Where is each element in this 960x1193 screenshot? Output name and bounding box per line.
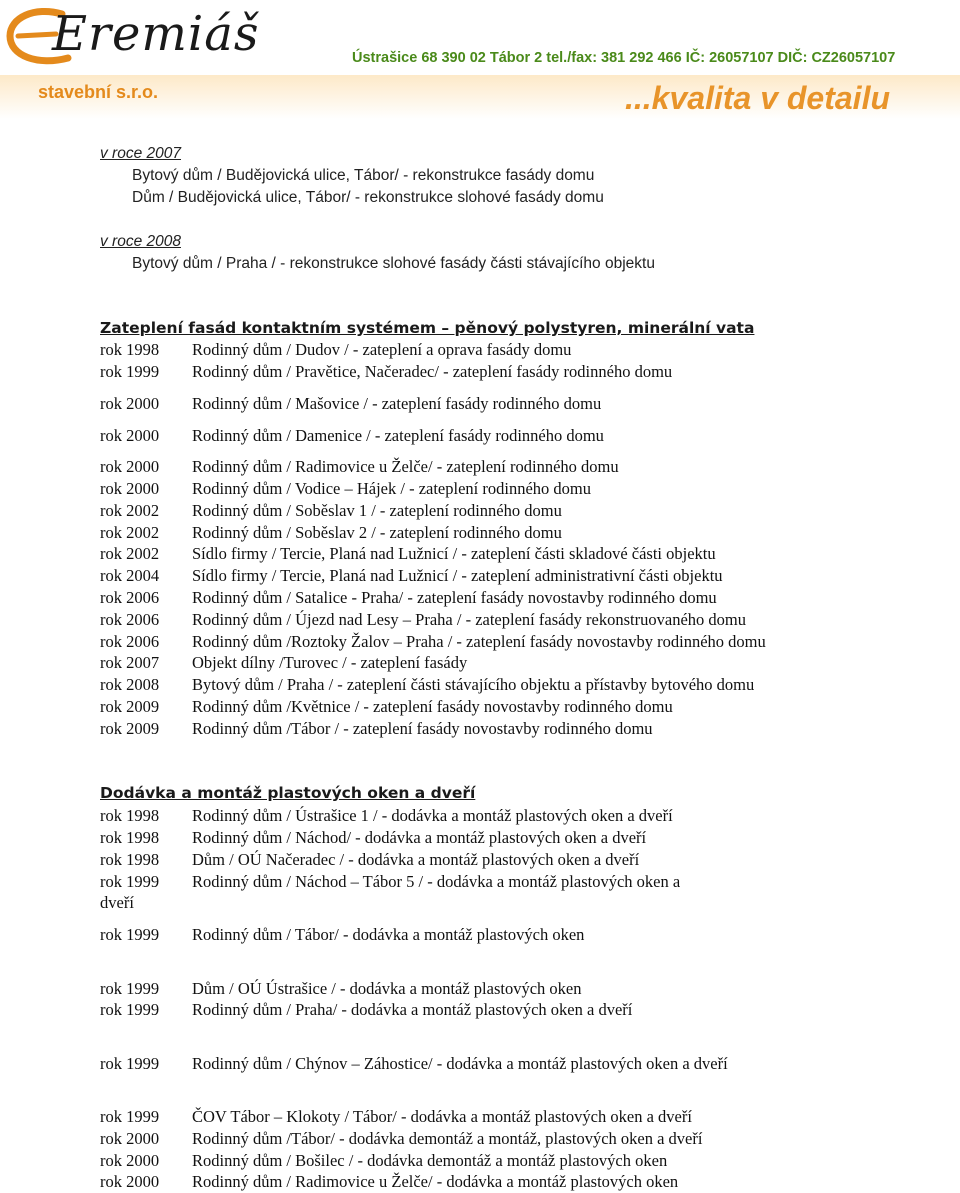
project-line: Bytový dům / Budějovická ulice, Tábor/ - rekonstrukce fasády domu — [132, 167, 595, 184]
row-year: rok 1998 — [100, 340, 160, 359]
list-item — [100, 1151, 667, 1171]
year-heading-2007: v roce 2007 — [100, 145, 181, 162]
row-year: rok 2009 — [100, 719, 160, 738]
list-item — [100, 394, 601, 414]
contact-line: Ústrašice 68 390 02 Tábor 2 tel./fax: 381 292 466 IČ: 26057107 DIČ: CZ26057107 — [352, 50, 896, 66]
row-text: Rodinný dům / Chýnov – Záhostice/ - dodávka a montáž plastových oken a dveří — [192, 1054, 728, 1073]
row-year: rok 1999 — [100, 1107, 160, 1126]
row-year: rok 2000 — [100, 426, 160, 445]
list-item — [100, 850, 639, 870]
year-heading-2008: v roce 2008 — [100, 233, 181, 250]
row-year: rok 2000 — [100, 479, 160, 498]
list-item — [100, 457, 619, 477]
list-item — [100, 925, 584, 945]
list-item — [100, 1054, 728, 1074]
row-year: rok 2009 — [100, 697, 160, 716]
row-text: Rodinný dům / Náchod/ - dodávka a montáž plastových oken a dveří — [192, 828, 647, 847]
list-item — [100, 501, 562, 521]
list-item — [100, 979, 581, 999]
row-text: Rodinný dům / Náchod – Tábor 5 / - dodávka a montáž plastových oken a — [192, 872, 681, 891]
row-year: rok 2006 — [100, 610, 160, 629]
row-text: Rodinný dům / Satalice - Praha/ - zateplení fasády novostavby rodinného domu — [192, 588, 717, 607]
row-text: Rodinný dům /Roztoky Žalov – Praha / - zateplení fasády novostavby rodinného domu — [192, 632, 766, 651]
list-item — [100, 632, 766, 652]
row-text: Rodinný dům / Vodice – Hájek / - zateplení rodinného domu — [192, 479, 591, 498]
row-text: Rodinný dům / Ústrašice 1 / - dodávka a montáž plastových oken a dveří — [192, 806, 673, 825]
list-item — [100, 1129, 702, 1149]
row-year: rok 2006 — [100, 632, 160, 651]
row-text: Sídlo firmy / Tercie, Planá nad Lužnicí / - zateplení administrativní části objektu — [192, 566, 723, 585]
row-text: Rodinný dům / Bošilec / - dodávka demontáž a montáž plastových oken — [192, 1151, 668, 1170]
letterhead — [0, 0, 960, 115]
row-year: rok 1999 — [100, 925, 160, 944]
list-item — [100, 610, 746, 630]
list-item — [100, 653, 467, 673]
row-year: rok 2000 — [100, 394, 160, 413]
row-year: rok 1999 — [100, 979, 160, 998]
list-item — [100, 675, 754, 695]
project-line: Bytový dům / Praha / - rekonstrukce slohové fasády části stávajícího objektu — [132, 255, 655, 272]
list-item — [100, 362, 672, 382]
section-heading-windows: Dodávka a montáž plastových oken a dveří — [100, 784, 476, 802]
tagline: ...kvalita v detailu — [625, 80, 890, 116]
row-text: Dům / OÚ Načeradec / - dodávka a montáž plastových oken a dveří — [192, 850, 640, 869]
list-item — [100, 544, 716, 564]
row-year: rok 2000 — [100, 1172, 160, 1191]
row-text: Rodinný dům / Radimovice u Želče/ - zateplení rodinného domu — [192, 457, 619, 476]
row-text: Rodinný dům / Radimovice u Želče/ - dodávka a montáž plastových oken — [192, 1172, 679, 1191]
row-year: rok 1998 — [100, 828, 160, 847]
list-item — [100, 566, 723, 586]
list-item — [100, 426, 604, 446]
row-text: Rodinný dům / Újezd nad Lesy – Praha / - zateplení fasády rekonstruovaného domu — [192, 610, 746, 629]
list-item — [100, 697, 673, 717]
row-text: ČOV Tábor – Klokoty / Tábor/ - dodávka a montáž plastových oken a dveří — [192, 1107, 692, 1126]
row-year: rok 2008 — [100, 675, 160, 694]
list-item — [100, 828, 646, 848]
row-year: rok 2002 — [100, 501, 160, 520]
row-text: Rodinný dům / Tábor/ - dodávka a montáž plastových oken — [192, 925, 585, 944]
row-year: rok 1999 — [100, 1000, 160, 1019]
company-logo — [4, 0, 264, 108]
logo-subtitle: stavební s.r.o. — [38, 82, 159, 102]
list-item — [100, 479, 591, 499]
row-text-continuation: dveří — [100, 893, 134, 912]
row-year: rok 1999 — [100, 362, 160, 381]
row-text: Bytový dům / Praha / - zateplení části stávajícího objektu a přístavby bytového domu — [192, 675, 755, 694]
section-heading-insulation: Zateplení fasád kontaktním systémem – pěnový polystyren, minerální vata — [100, 319, 755, 337]
row-text: Rodinný dům / Praha/ - dodávka a montáž plastových oken a dveří — [192, 1000, 633, 1019]
project-line: Dům / Budějovická ulice, Tábor/ - rekonstrukce slohové fasády domu — [132, 189, 604, 206]
row-year: rok 2007 — [100, 653, 160, 672]
row-year: rok 2000 — [100, 457, 160, 476]
row-text: Rodinný dům /Tábor/ - dodávka demontáž a montáž, plastových oken a dveří — [192, 1129, 703, 1148]
row-text: Rodinný dům / Mašovice / - zateplení fasády rodinného domu — [192, 394, 602, 413]
row-year: rok 1999 — [100, 1054, 160, 1073]
row-text: Rodinný dům / Soběslav 2 / - zateplení rodinného domu — [192, 523, 562, 542]
row-year: rok 2000 — [100, 1151, 160, 1170]
list-item — [100, 872, 680, 892]
row-text: Rodinný dům / Pravětice, Načeradec/ - zateplení fasády rodinného domu — [192, 362, 673, 381]
list-item — [100, 523, 562, 543]
row-text: Sídlo firmy / Tercie, Planá nad Lužnicí / - zateplení části skladové části objektu — [192, 544, 716, 563]
list-item — [100, 1172, 678, 1192]
row-text: Rodinný dům /Tábor / - zateplení fasády novostavby rodinného domu — [192, 719, 653, 738]
row-year: rok 1998 — [100, 850, 160, 869]
row-text: Objekt dílny /Turovec / - zateplení fasády — [192, 653, 468, 672]
row-text: Rodinný dům /Květnice / - zateplení fasády novostavby rodinného domu — [192, 697, 673, 716]
row-year: rok 2002 — [100, 544, 160, 563]
row-text: Rodinný dům / Damenice / - zateplení fasády rodinného domu — [192, 426, 604, 445]
row-text: Rodinný dům / Soběslav 1 / - zateplení rodinného domu — [192, 501, 562, 520]
row-text: Dům / OÚ Ústrašice / - dodávka a montáž plastových oken — [192, 979, 582, 998]
list-item — [100, 588, 717, 608]
logo-wordmark: Eremiáš — [52, 6, 260, 62]
row-year: rok 1999 — [100, 872, 160, 891]
list-item — [100, 806, 673, 826]
row-year: rok 2004 — [100, 566, 160, 585]
list-item — [100, 1107, 692, 1127]
list-item — [100, 719, 653, 739]
row-year: rok 2000 — [100, 1129, 160, 1148]
row-year: rok 1998 — [100, 806, 160, 825]
list-item — [100, 1000, 632, 1020]
list-item — [100, 340, 571, 360]
row-year: rok 2002 — [100, 523, 160, 542]
row-text: Rodinný dům / Dudov / - zateplení a oprava fasády domu — [192, 340, 572, 359]
row-year: rok 2006 — [100, 588, 160, 607]
